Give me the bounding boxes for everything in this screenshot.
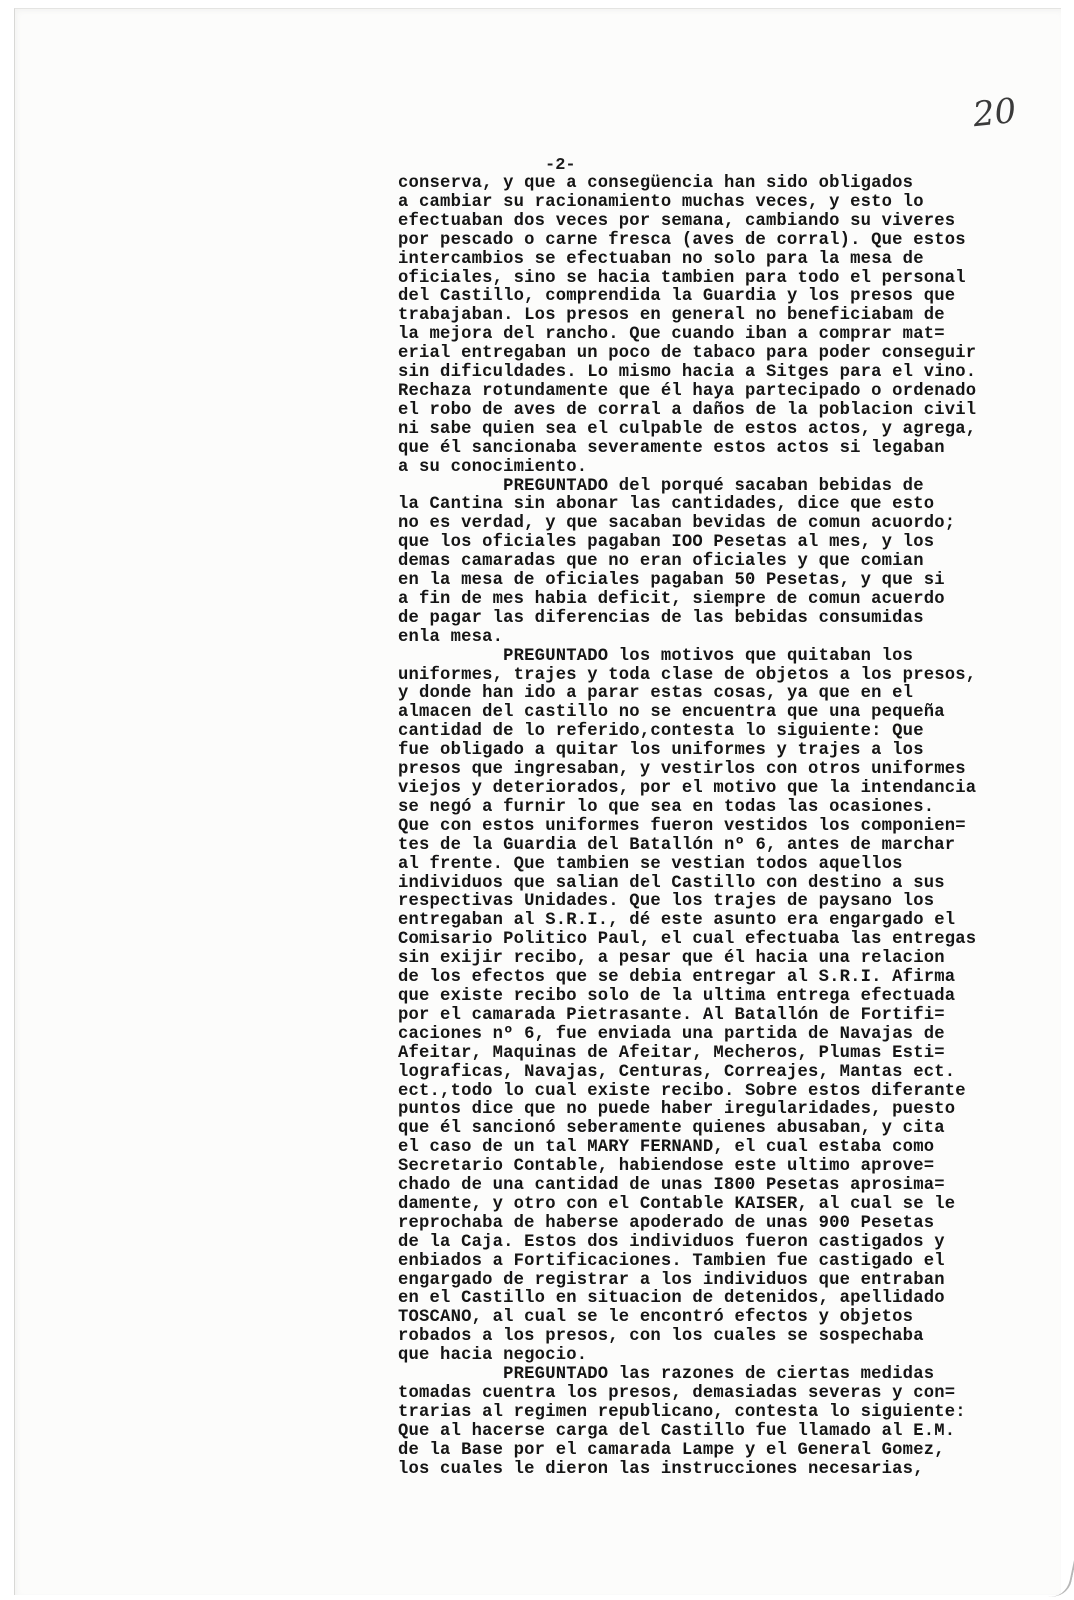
typed-body-text — [398, 175, 1058, 1480]
text-line: al frente. Que tambien se vestian todos aquellos — [398, 854, 903, 874]
text-line: y donde han ido a parar estas cosas, ya que en el — [398, 684, 914, 704]
text-line: el robo de aves de corral a daños de la poblacion civil — [398, 400, 977, 420]
text-line: damente, y otro con el Contable KAISER, al cual se le — [398, 1194, 956, 1214]
text-line: chado de una cantidad de unas I800 Pesetas aprosima= — [398, 1176, 945, 1196]
text-line: fue obligado a quitar los uniformes y trajes a los — [398, 741, 924, 761]
text-line: los cuales le dieron las instrucciones necesarias, — [398, 1459, 924, 1479]
text-line: de la Caja. Estos dos individuos fueron castigados y — [398, 1232, 945, 1252]
text-line: entregaban al S.R.I., dé este asunto era engargado el — [398, 911, 956, 931]
document-page — [14, 8, 1061, 1595]
text-line: Afeitar, Maquinas de Afeitar, Mecheros, Plumas Esti= — [398, 1043, 945, 1063]
text-line: viejos y deteriorados, por el motivo que la intendancia — [398, 779, 977, 798]
text-line: que los oficiales pagaban IOO Pesetas al mes, y los — [398, 533, 935, 553]
text-line: demas camaradas que no eran oficiales y que comian — [398, 552, 924, 572]
text-line: reprochaba de haberse apoderado de unas 900 Pesetas — [398, 1213, 935, 1233]
text-line: que él sancionó seberamente quienes abusaban, y cita — [398, 1119, 945, 1139]
text-line: TOSCANO, al cual se le encontró efectos y objetos — [398, 1308, 914, 1328]
text-line: que hacia negocio. — [398, 1346, 588, 1366]
text-line: Comisario Politico Paul, el cual efectuaba las entregas — [398, 930, 977, 950]
text-line: que existe recibo solo de la ultima entrega efectuada — [398, 986, 956, 1006]
text-line: robados a los presos, con los cuales se sospechaba — [398, 1327, 924, 1347]
text-line: PREGUNTADO las razones de ciertas medidas — [398, 1365, 935, 1385]
text-line: enbiados a Fortificaciones. Tambien fue castigado el — [398, 1251, 945, 1271]
text-line: ni sabe quien sea el culpable de estos actos, y agrega, — [398, 419, 977, 439]
text-line: PREGUNTADO los motivos que quitaban los — [398, 646, 914, 666]
text-line: trarias al regimen republicano, contesta lo siguiente: — [398, 1402, 966, 1422]
text-line: respectivas Unidades. Que los trajes de paysano los — [398, 892, 935, 912]
text-line: en la mesa de oficiales pagaban 50 Pesetas, y que si — [398, 571, 945, 591]
text-line: se negó a furnir lo que sea en todas las ocasiones. — [398, 797, 935, 817]
text-line: Que al hacerse carga del Castillo fue llamado al E.M. — [398, 1421, 956, 1441]
handwritten-folio-number: 20 — [971, 90, 1019, 136]
text-line: la Cantina sin abonar las cantidades, dice que esto — [398, 495, 935, 515]
text-line: por pescado o carne fresca (aves de corral). Que estos — [398, 230, 966, 250]
text-line: el caso de un tal MARY FERNAND, el cual estaba como — [398, 1138, 935, 1158]
text-line: enla mesa. — [398, 627, 504, 647]
text-line: efectuaban dos veces por semana, cambiando su viveres — [398, 211, 956, 231]
text-line: de los efectos que se debia entregar al S.R.I. Afirma — [398, 968, 956, 988]
text-line: engargado de registrar a los individuos que entraban — [398, 1270, 945, 1290]
text-line: a cambiar su racionamiento muchas veces, y esto lo — [398, 192, 924, 212]
text-line: ect.,todo lo cual existe recibo. Sobre estos diferante — [398, 1081, 966, 1101]
text-line: sin exijir recibo, a pesar que él hacia una relacion — [398, 949, 945, 969]
text-line: sin dificuldades. Lo mismo hacia a Sitges para el vino. — [398, 363, 977, 383]
text-line: la mejora del rancho. Que cuando iban a comprar mat= — [398, 325, 945, 345]
text-line: intercambios se efectuaban no solo para la mesa de — [398, 249, 924, 269]
page-corner-curl — [1048, 1528, 1074, 1600]
text-line: que él sancionaba severamente estos actos si legaban — [398, 438, 945, 458]
text-line: erial entregaban un poco de tabaco para poder conseguir — [398, 344, 977, 364]
text-line: trabajaban. Los presos en general no beneficiabam de — [398, 306, 945, 326]
text-line: uniformes, trajes y toda clase de objetos a los presos, — [398, 665, 977, 685]
text-line: Secretario Contable, habiendose este ultimo aprove= — [398, 1157, 935, 1177]
text-line: caciones nº 6, fue enviada una partida de Navajas de — [398, 1024, 945, 1044]
text-line: presos que ingresaban, y vestirlos con otros uniformes — [398, 760, 966, 780]
text-line: de pagar las diferencias de las bebidas consumidas — [398, 608, 924, 628]
text-line: Que con estos uniformes fueron vestidos los componien= — [398, 816, 966, 836]
text-line: no es verdad, y que sacaban bevidas de comun acuordo; — [398, 514, 956, 534]
text-line: de la Base por el camarada Lampe y el General Gomez, — [398, 1440, 945, 1460]
text-line: tomadas cuentra los presos, demasiadas severas y con= — [398, 1384, 956, 1403]
text-line: individuos que salian del Castillo con destino a sus — [398, 873, 945, 893]
page-number: -2- — [545, 156, 576, 175]
text-line: oficiales, sino se hacia tambien para todo el personal — [398, 268, 966, 288]
text-line: puntos dice que no puede haber iregularidades, puesto — [398, 1100, 956, 1120]
text-line: por el camarada Pietrasante. Al Batallón de Fortifi= — [398, 1005, 945, 1025]
text-line: almacen del castillo no se encuentra que una pequeña — [398, 703, 945, 723]
text-line: en el Castillo en situacion de detenidos, apellidado — [398, 1289, 945, 1309]
text-line: a fin de mes habia deficit, siempre de comun acuerdo — [398, 589, 945, 609]
text-line: cantidad de lo referido,contesta lo siguiente: Que — [398, 722, 924, 742]
text-line: conserva, y que a consegüencia han sido obligados — [398, 174, 914, 193]
text-line: a su conocimiento. — [398, 457, 588, 477]
text-line: PREGUNTADO del porqué sacaban bebidas de — [398, 476, 924, 496]
text-line: tes de la Guardia del Batallón nº 6, antes de marchar — [398, 835, 956, 855]
text-line: lograficas, Navajas, Centuras, Correajes, Mantas ect. — [398, 1062, 956, 1082]
text-line: del Castillo, comprendida la Guardia y los presos que — [398, 287, 956, 307]
text-line: Rechaza rotundamente que él haya partecipado o ordenado — [398, 381, 977, 401]
